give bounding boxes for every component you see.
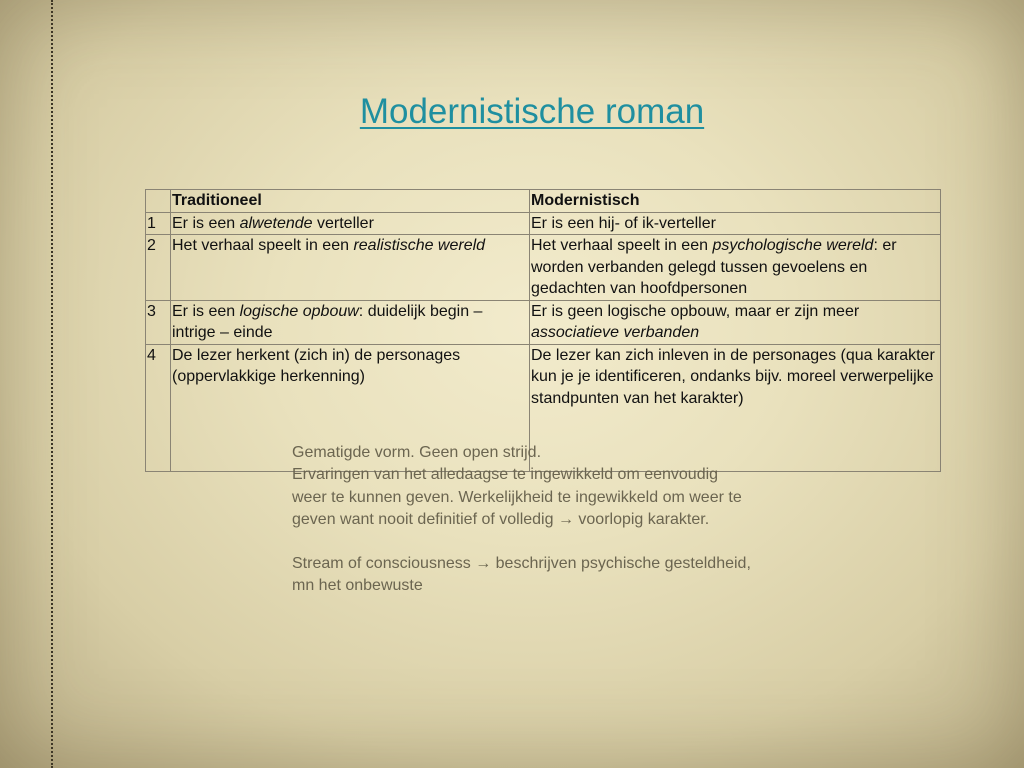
row-number: 4	[146, 344, 171, 471]
table-row	[146, 235, 941, 301]
row-number: 3	[146, 300, 171, 344]
header-cell-number	[146, 190, 171, 213]
header-cell-modernistisch: Modernistisch	[530, 190, 941, 213]
comparison-table	[145, 189, 941, 472]
cell-modernistisch: Er is een hij- of ik-verteller	[530, 212, 941, 235]
cell-modernistisch: Het verhaal speelt in een psychologische wereld: er worden verbanden gelegd tussen gevoelens en gedachten van hoofdpersonen	[530, 235, 941, 301]
table-header-row	[146, 190, 941, 213]
cell-traditioneel: Het verhaal speelt in een realistische wereld	[171, 235, 530, 301]
table-row	[146, 300, 941, 344]
note-paragraph: Gematigde vorm. Geen open strijd.	[292, 444, 542, 461]
note-paragraph: Stream of consciousness → beschrijven psychische gesteldheid, mn het onbewuste	[292, 555, 751, 595]
row-number: 1	[146, 212, 171, 235]
cell-modernistisch: De lezer kan zich inleven in de personages (qua karakter kun je je identificeren, ondanks bijv. moreel verwerpelijke standpunten van het karakter)	[530, 344, 941, 471]
row-number: 2	[146, 235, 171, 301]
cell-modernistisch: Er is geen logische opbouw, maar er zijn meer associatieve verbanden	[530, 300, 941, 344]
cell-traditioneel: De lezer herkent (zich in) de personages (oppervlakkige herkenning)	[171, 344, 530, 471]
header-cell-traditioneel: Traditioneel	[171, 190, 530, 213]
cell-traditioneel: Er is een alwetende verteller	[171, 212, 530, 235]
notes-text	[292, 442, 752, 598]
note-paragraph: Ervaringen van het alledaagse te ingewikkeld om eenvoudig weer te kunnen geven. Werkelijkheid te ingewikkeld om weer te geven want nooit definitief of volledig → voorlopig karakter.	[292, 466, 742, 528]
table-row	[146, 212, 941, 235]
paragraph-gap	[292, 531, 752, 553]
slide-title: Modernistische roman	[359, 92, 705, 131]
cell-traditioneel: Er is een logische opbouw: duidelijk begin – intrige – einde	[171, 300, 530, 344]
